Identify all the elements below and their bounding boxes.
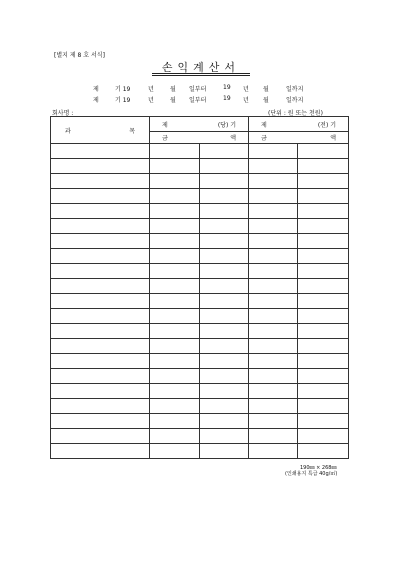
previous-amount-cell[interactable] — [249, 339, 298, 354]
table-row — [51, 264, 349, 279]
current-amount-cell[interactable] — [150, 384, 200, 399]
previous-amount-cell-2[interactable] — [298, 144, 349, 159]
period-je: 제 — [93, 97, 99, 104]
table-row — [51, 399, 349, 414]
subject-cell[interactable] — [51, 204, 150, 219]
subject-cell[interactable] — [51, 159, 150, 174]
current-amount-cell[interactable] — [150, 174, 200, 189]
period-from: 일부터 — [189, 97, 207, 104]
company-name-label: 회사명 : — [52, 110, 74, 117]
previous-amount-cell-2[interactable] — [298, 234, 349, 249]
amount-header-b: 액 — [230, 135, 237, 142]
subject-cell[interactable] — [51, 264, 150, 279]
period-row-previous — [0, 95, 400, 103]
previous-amount-header — [249, 132, 349, 144]
period-year-prefix: 19 — [223, 84, 231, 91]
current-amount-cell[interactable] — [150, 339, 200, 354]
period-year-prefix: 19 — [223, 95, 231, 102]
table-row — [51, 144, 349, 159]
previous-amount-cell-2[interactable] — [298, 249, 349, 264]
current-amount-cell-2[interactable] — [200, 159, 249, 174]
subject-header — [51, 117, 150, 144]
previous-amount-cell[interactable] — [249, 264, 298, 279]
previous-amount-cell-2[interactable] — [298, 444, 349, 459]
subject-cell[interactable] — [51, 414, 150, 429]
current-amount-cell-2[interactable] — [200, 234, 249, 249]
current-amount-cell[interactable] — [150, 429, 200, 444]
previous-amount-cell[interactable] — [249, 204, 298, 219]
current-amount-cell[interactable] — [150, 369, 200, 384]
table-row — [51, 414, 349, 429]
current-amount-cell-2[interactable] — [200, 354, 249, 369]
header-row-period — [51, 117, 349, 132]
previous-amount-cell-2[interactable] — [298, 324, 349, 339]
unit-label: (단위 : 원 또는 천원) — [268, 110, 323, 117]
table-row — [51, 444, 349, 459]
previous-amount-cell-2[interactable] — [298, 219, 349, 234]
subject-cell[interactable] — [51, 444, 150, 459]
period-year: 년 — [148, 97, 154, 104]
previous-amount-cell-2[interactable] — [298, 189, 349, 204]
current-amount-cell[interactable] — [150, 204, 200, 219]
table-row — [51, 279, 349, 294]
current-amount-cell-2[interactable] — [200, 324, 249, 339]
amount-header-a: 금 — [261, 135, 267, 142]
previous-period-header-b: (전) 기 — [317, 121, 337, 129]
current-period-header — [150, 117, 249, 132]
previous-amount-cell-2[interactable] — [298, 339, 349, 354]
subject-cell[interactable] — [51, 384, 150, 399]
current-amount-cell[interactable] — [150, 234, 200, 249]
current-amount-cell-2[interactable] — [200, 174, 249, 189]
amount-header-a: 금 — [162, 135, 168, 142]
title-underline-bottom — [152, 75, 250, 76]
period-from: 일부터 — [189, 86, 207, 93]
period-year-2: 년 — [243, 86, 249, 93]
subject-cell[interactable] — [51, 279, 150, 294]
paper-size-note: 190㎜ × 268㎜ — [300, 465, 337, 471]
current-amount-cell-2[interactable] — [200, 339, 249, 354]
current-amount-cell[interactable] — [150, 309, 200, 324]
previous-amount-cell[interactable] — [249, 324, 298, 339]
subject-cell[interactable] — [51, 189, 150, 204]
current-amount-cell-2[interactable] — [200, 189, 249, 204]
subject-cell[interactable] — [51, 144, 150, 159]
current-amount-cell-2[interactable] — [200, 309, 249, 324]
document-title: 손익계산서 — [161, 61, 241, 74]
subject-cell[interactable] — [51, 219, 150, 234]
current-amount-cell-2[interactable] — [200, 384, 249, 399]
current-amount-cell-2[interactable] — [200, 369, 249, 384]
current-amount-cell-2[interactable] — [200, 219, 249, 234]
previous-amount-cell-2[interactable] — [298, 204, 349, 219]
period-month: 월 — [170, 97, 176, 104]
subject-header-a: 과 — [65, 127, 71, 135]
current-period-header-a: 제 — [162, 121, 168, 129]
period-gi: 기 19 — [115, 86, 131, 93]
previous-amount-cell-2[interactable] — [298, 399, 349, 414]
title-underline-top — [152, 73, 250, 74]
table-row — [51, 249, 349, 264]
previous-amount-cell-2[interactable] — [298, 279, 349, 294]
previous-amount-cell[interactable] — [249, 159, 298, 174]
previous-amount-cell[interactable] — [249, 234, 298, 249]
current-amount-cell[interactable] — [150, 264, 200, 279]
previous-amount-cell-2[interactable] — [298, 354, 349, 369]
current-amount-cell-2[interactable] — [200, 414, 249, 429]
current-amount-cell[interactable] — [150, 324, 200, 339]
table-row — [51, 294, 349, 309]
previous-amount-cell[interactable] — [249, 189, 298, 204]
income-statement-table — [50, 116, 349, 459]
document-title-block — [152, 58, 250, 74]
subject-cell[interactable] — [51, 339, 150, 354]
period-je: 제 — [93, 86, 99, 93]
current-amount-cell-2[interactable] — [200, 144, 249, 159]
table-row — [51, 159, 349, 174]
table-row — [51, 339, 349, 354]
previous-amount-cell[interactable] — [249, 399, 298, 414]
current-amount-cell-2[interactable] — [200, 444, 249, 459]
previous-amount-cell[interactable] — [249, 414, 298, 429]
table-row — [51, 189, 349, 204]
table-row — [51, 234, 349, 249]
period-year: 년 — [148, 86, 154, 93]
current-amount-cell[interactable] — [150, 189, 200, 204]
period-gi: 기 19 — [115, 97, 131, 104]
form-number: [별지 제 8 호 서식] — [54, 52, 105, 59]
table-row — [51, 369, 349, 384]
previous-amount-cell-2[interactable] — [298, 369, 349, 384]
previous-amount-cell[interactable] — [249, 444, 298, 459]
current-amount-cell[interactable] — [150, 414, 200, 429]
previous-amount-cell[interactable] — [249, 384, 298, 399]
current-amount-cell-2[interactable] — [200, 429, 249, 444]
current-amount-cell[interactable] — [150, 354, 200, 369]
paper-spec-note: (인쇄용지 특급 40g/㎡) — [285, 471, 338, 477]
subject-cell[interactable] — [51, 294, 150, 309]
previous-amount-cell-2[interactable] — [298, 309, 349, 324]
period-month: 월 — [170, 86, 176, 93]
previous-amount-cell[interactable] — [249, 354, 298, 369]
subject-cell[interactable] — [51, 429, 150, 444]
previous-amount-cell-2[interactable] — [298, 174, 349, 189]
current-amount-cell[interactable] — [150, 249, 200, 264]
period-row-current — [0, 84, 400, 92]
current-amount-header — [150, 132, 249, 144]
table-row — [51, 429, 349, 444]
table-row — [51, 354, 349, 369]
current-amount-cell[interactable] — [150, 159, 200, 174]
current-amount-cell-2[interactable] — [200, 249, 249, 264]
current-amount-cell-2[interactable] — [200, 204, 249, 219]
table-row — [51, 219, 349, 234]
subject-cell[interactable] — [51, 369, 150, 384]
previous-amount-cell[interactable] — [249, 369, 298, 384]
table-row — [51, 384, 349, 399]
subject-cell[interactable] — [51, 309, 150, 324]
previous-amount-cell[interactable] — [249, 249, 298, 264]
period-to: 일까지 — [286, 86, 304, 93]
current-amount-cell-2[interactable] — [200, 399, 249, 414]
previous-amount-cell-2[interactable] — [298, 159, 349, 174]
current-amount-cell[interactable] — [150, 144, 200, 159]
current-amount-cell[interactable] — [150, 399, 200, 414]
table-row — [51, 174, 349, 189]
previous-amount-cell-2[interactable] — [298, 429, 349, 444]
subject-header-b: 목 — [129, 127, 135, 135]
current-amount-cell[interactable] — [150, 294, 200, 309]
previous-amount-cell-2[interactable] — [298, 264, 349, 279]
subject-cell[interactable] — [51, 234, 150, 249]
period-month-2: 월 — [263, 97, 269, 104]
previous-amount-cell[interactable] — [249, 174, 298, 189]
current-amount-cell[interactable] — [150, 279, 200, 294]
subject-cell[interactable] — [51, 354, 150, 369]
current-period-header-b: (당) 기 — [217, 121, 237, 129]
previous-amount-cell[interactable] — [249, 429, 298, 444]
current-amount-cell[interactable] — [150, 219, 200, 234]
period-to: 일까지 — [286, 97, 304, 104]
subject-cell[interactable] — [51, 249, 150, 264]
amount-header-b: 액 — [330, 135, 337, 142]
previous-amount-cell-2[interactable] — [298, 294, 349, 309]
period-year-2: 년 — [243, 97, 249, 104]
previous-amount-cell-2[interactable] — [298, 414, 349, 429]
subject-cell[interactable] — [51, 174, 150, 189]
period-month-2: 월 — [263, 86, 269, 93]
previous-amount-cell[interactable] — [249, 279, 298, 294]
previous-amount-cell[interactable] — [249, 144, 298, 159]
current-amount-cell-2[interactable] — [200, 279, 249, 294]
current-amount-cell-2[interactable] — [200, 264, 249, 279]
subject-cell[interactable] — [51, 324, 150, 339]
previous-period-header — [249, 117, 349, 132]
subject-cell[interactable] — [51, 399, 150, 414]
current-amount-cell[interactable] — [150, 444, 200, 459]
previous-period-header-a: 제 — [261, 121, 267, 129]
table-row — [51, 324, 349, 339]
previous-amount-cell-2[interactable] — [298, 384, 349, 399]
table-row — [51, 204, 349, 219]
current-amount-cell-2[interactable] — [200, 294, 249, 309]
previous-amount-cell[interactable] — [249, 309, 298, 324]
previous-amount-cell[interactable] — [249, 294, 298, 309]
table-row — [51, 309, 349, 324]
previous-amount-cell[interactable] — [249, 219, 298, 234]
